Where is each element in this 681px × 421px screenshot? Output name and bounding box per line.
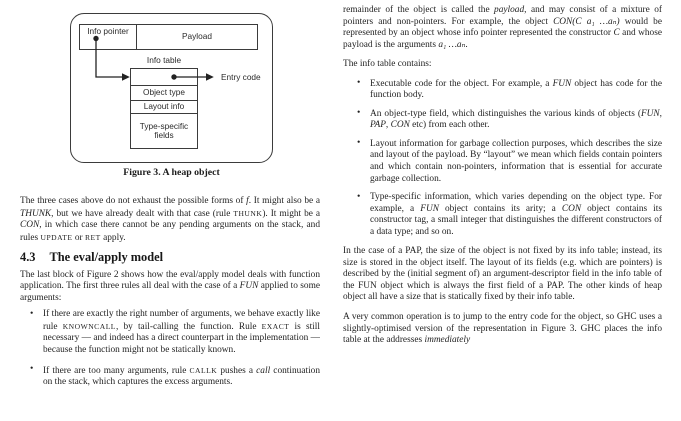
section-heading	[20, 252, 320, 264]
type-specific-label-line1: Type-specific	[139, 120, 189, 131]
bullet-item: • An object-type field, which distinguishes the various kinds of objects (FUN, PAP, CON etc) from each other.	[370, 109, 662, 132]
entry-code-arrowhead	[206, 73, 214, 81]
bullet-item: • Layout information for garbage collection purposes, which describes the size and layout of the payload. By “layout” we mean which fields contain pointers and which contain non-pointers, information that is essential for accurate garbage collection.	[370, 139, 662, 185]
paragraph: In the case of a PAP, the size of the object is not fixed by its info table; instead, its size is stored in the object itself. The layout of its fields (e.g. which are pointers) is described by the (initial segment of) an argument-descriptor field in the info table of the FUN object which is always the first field of a PAP. The other kinds of heap object all have a size that is statically fixed by their info table.	[343, 246, 662, 303]
bullet-item: • If there are exactly the right number of arguments, we behave exactly like rule KNOWNCALL, by tail-calling the function. Rule EXACT is still necessary — and indeed has a direct counterpart in the implementation — because the function might not be statically known.	[43, 309, 320, 356]
info-table-label: Info table	[146, 55, 182, 65]
section-title: The eval/apply model	[49, 250, 164, 265]
bullet-list	[343, 79, 662, 239]
info-pointer-cell	[79, 24, 137, 50]
right-column	[343, 5, 662, 355]
object-type-label: Object type	[143, 87, 185, 98]
left-column	[20, 196, 320, 399]
paragraph: remainder of the object is called the payload, and may consist of a mixture of pointers and non-pointers. For example, the object CON(C a₁ …aₙ) would be represented by an object whose info pointer represented the constructor C and whose payload is the arguments a₁ …aₙ.	[343, 5, 662, 50]
paragraph: The info table contains:	[343, 59, 432, 70]
figure-heap-object	[70, 13, 273, 163]
bullet-item: • Type-specific information, which varies depending on the object type. For example, a FUN object contains its arity; a CON object contains its constructor tag, a small integer that distinguishes the different constructors of a data type; and so on.	[370, 192, 662, 238]
type-specific-label-line2: fields	[154, 130, 174, 140]
section-number: 4.3	[20, 250, 36, 265]
payload-cell	[136, 24, 258, 50]
figure-caption: Figure 3. A heap object	[123, 167, 220, 178]
bullet-list	[20, 309, 320, 388]
paragraph: The three cases above do not exhaust the possible forms of f. It might also be a THUNK, but we have already dealt with that case (rule THUNK). It might be a CON, in which case there cannot be any pending arguments on the stack, and rules UPDATE or RET apply.	[20, 196, 320, 243]
info-pointer-label: Info pointer	[87, 26, 129, 36]
layout-info-label: Layout info	[143, 101, 185, 112]
type-specific-row	[130, 113, 198, 149]
bullet-item: • Executable code for the object. For example, a FUN object has code for the function body.	[370, 79, 662, 102]
paragraph: A very common operation is to jump to the entry code for the object, so GHC uses a slightly-optimised version of the representation in Figure 3. GHC places the info table at the addresses immediately	[343, 312, 662, 346]
paragraph: The last block of Figure 2 shows how the eval/apply model deals with function application. The first three rules all deal with the case of a FUN applied to some arguments:	[20, 269, 320, 303]
object-type-row	[130, 85, 198, 101]
entry-code-label: Entry code	[221, 72, 261, 82]
layout-info-row	[130, 100, 198, 114]
bullet-item: • If there are too many arguments, rule CALLK pushes a call continuation on the stack, which captures the excess arguments.	[43, 365, 320, 389]
info-table-entry-row	[130, 68, 198, 86]
info-pointer-arrowhead	[122, 73, 130, 81]
payload-label: Payload	[182, 31, 212, 42]
